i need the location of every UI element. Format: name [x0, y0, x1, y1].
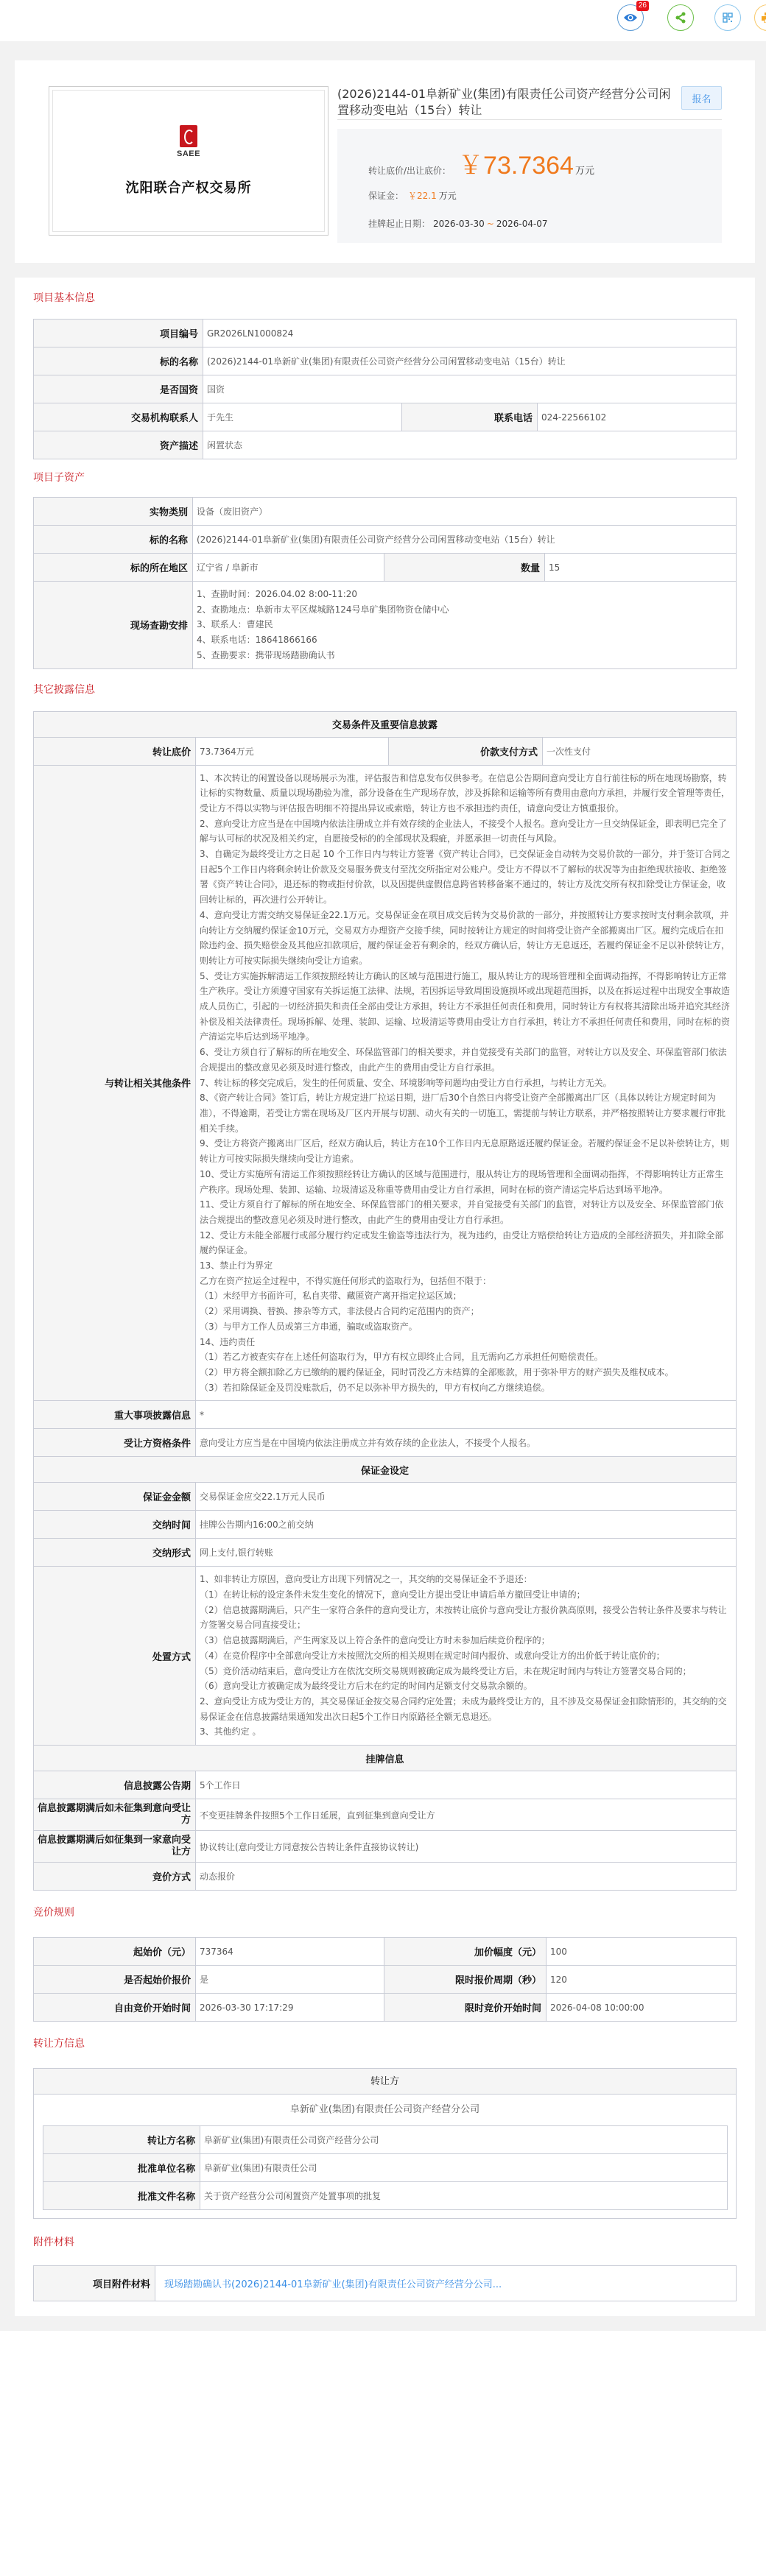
paragraph: （5）竞价活动结束后，意向受让方在依沈交所交易规则被确定成为最终受让方后，未在规定时间内与转让方签署交易合同的；: [200, 1665, 692, 1676]
label: 标的所在地区: [34, 554, 193, 582]
contact-phone: 024-22566102: [538, 403, 737, 431]
deposit-label: 保证金：: [368, 191, 404, 201]
one-buyer-rule: 协议转让(意向受让方同意按公告转让条件直接协议转让): [196, 1831, 737, 1863]
label: 项目编号: [34, 320, 203, 347]
project-detail-card: [15, 278, 755, 2316]
payment-time: 挂牌公告期内16:00之前交纳: [196, 1511, 737, 1539]
attachment-link[interactable]: 现场踏勘确认书(2026)2144-01阜新矿业(集团)有限责任公司资产经营分公司...: [164, 2279, 502, 2291]
approver-name: 阜新矿业(集团)有限责任公司: [200, 2154, 728, 2182]
table-heading: 保证金设定: [34, 1457, 737, 1483]
paragraph: （2）信息披露期满后，只产生一家符合条件的意向受让方，未按转让底价与意向受让方报价孰高原则，接受公告转让条件及要求与转让方签署交易合同直接受让；: [200, 1604, 727, 1631]
label: 转让方名称: [43, 2126, 200, 2154]
approval-document: 关于资产经营分公司闲置资产处置事项的批复: [200, 2182, 728, 2210]
asset-quantity: 15: [545, 554, 737, 582]
survey-arrangement: [193, 582, 737, 669]
label: 限时报价周期（秒）: [384, 1966, 547, 1994]
paragraph: （1）若乙方被查实存在上述任何盗取行为，甲方有权立即终止合同，且无需向乙方承担任何赔偿责任。: [200, 1352, 603, 1363]
paragraph: （6）意向受让方被确定成为最终受让方后未在约定的时间内足额支付交易款余额的。: [200, 1681, 533, 1692]
disclosure-period: 5个工作日: [196, 1771, 737, 1799]
section-title-sub-assets: 项目子资产: [33, 472, 85, 484]
paragraph: 14、违约责任: [200, 1336, 256, 1347]
transferor-name: 阜新矿业(集团)有限责任公司资产经营分公司: [200, 2126, 728, 2154]
basic-info-table: [33, 319, 737, 459]
listing-date-label: 挂牌起止日期：: [368, 219, 431, 229]
share-button[interactable]: [667, 4, 694, 31]
paragraph: 11、受让方须自行了解标的所在地安全、环保监管部门的相关要求，并自觉接受有关部门的监管，对转让方以及安全、环保监管部门依法合规提出的整改意见必须及时进行整改，由此产生的费用由受让方自行承担。: [200, 1199, 724, 1225]
start-price: 737364: [196, 1938, 384, 1966]
label: 信息披露期满后如未征集到意向受让方: [34, 1799, 196, 1831]
paragraph: 8、《资产转让合同》签订后，转让方规定进厂拉运日期，进厂后30个自然日内将受让资产全部搬离出厂区（具体以转让方规定时间为准），不得逾期，若受让方需在现场及厂区内开展与切割、动火有关的一切施工，需提前与转让方联系，并严格按照转让方要求履行审批相关手续。: [200, 1093, 726, 1134]
paragraph: 13、禁止行为界定: [200, 1260, 273, 1271]
paragraph: 10、受让方实施所有清运工作须按照经转让方确认的区域与范围进行，服从转让方的现场管理和全面调动指挥，不得影响转让方正常生产秩序。现场处理、装卸、运输、垃圾清运及称重等费用由受让方自行承担，同时在标的资产清运完毕后达到场平地净。: [200, 1168, 724, 1195]
table-heading: 转让方: [34, 2069, 736, 2095]
subject-name: (2026)2144-01阜新矿业(集团)有限责任公司资产经营分公司闲置移动变电站（15台）转让: [203, 347, 737, 375]
date-separator: ~: [486, 219, 494, 229]
project-summary-card: [15, 60, 755, 263]
label: 信息披露期满后如征集到一家意向受让方: [34, 1831, 196, 1863]
table-heading: 交易条件及重要信息披露: [34, 711, 737, 737]
label: 数量: [384, 554, 545, 582]
other-conditions: [196, 765, 737, 1401]
paragraph: （3）若扣除保证金及罚没账款后，仍不足以弥补甲方损失的，甲方有权向乙方继续追偿。: [200, 1382, 550, 1393]
deposit-amount: 交易保证金应交22.1万元人民币: [196, 1483, 737, 1511]
state-owned: 国资: [203, 375, 737, 403]
signup-button[interactable]: 报名: [681, 86, 722, 110]
paragraph: 9、受让方将资产搬离出厂区后，经双方确认后，转让方在10个工作日内无息原路返还履约保证金。若履约保证金不足以补偿转让方，则转让方可按实际损失继续向受让方追索。: [200, 1138, 729, 1165]
paragraph: 2、意向受让方应当是在中国境内依法注册成立并有效存续的企业法人，不接受个人报名。意向受让方一旦交纳保证金，即表明已完全了解与认可标的状况及相关约定，自愿接受标的的全部现状及瑕疵，并愿承担一切责任与风险。: [200, 818, 727, 844]
label: 批准单位名称: [43, 2154, 200, 2182]
paragraph: 12、受让方未能全部履行或部分履行约定或发生偷盗等违法行为，视为违约，由受让方赔偿给转让方造成的全部经济损失，并扣除全部履约保证金。: [200, 1229, 724, 1256]
label: 现场查勘安排: [34, 582, 193, 669]
label: 价款支付方式: [389, 737, 543, 765]
print-button[interactable]: [754, 4, 766, 31]
section-title-attachments: 附件材料: [33, 2237, 74, 2249]
saee-logo-icon: [180, 125, 197, 147]
logo-chinese: 沈阳联合产权交易所: [125, 180, 252, 196]
page-body: [0, 41, 766, 2331]
deposit-disposal: [196, 1567, 737, 1746]
survey-line: 4、联系电话：18641866166: [197, 635, 317, 646]
label: 保证金金额: [34, 1483, 196, 1511]
eye-icon: [623, 13, 638, 23]
view-count-badge: 26: [636, 1, 649, 11]
share-icon: [675, 12, 686, 24]
section-title-basic-info: 项目基本信息: [33, 292, 95, 304]
base-price: 73.7364万元: [196, 737, 389, 765]
survey-line: 1、查勘时间：2026.04.02 8:00-11:20: [197, 589, 358, 599]
attachments-table: [33, 2265, 737, 2301]
sub-assets-table: [33, 497, 737, 669]
paragraph: （3）与甲方工作人员或第三方串通，骗取或盗取资产。: [200, 1321, 418, 1332]
bidding-rules-table: [33, 1937, 737, 2022]
label: 重大事项披露信息: [34, 1401, 196, 1429]
paragraph: 4、意向受让方需交纳交易保证金22.1万元。交易保证金在项目成交后转为交易价款的一部分，并按照转让方要求按时支付剩余款项，并向转让方交纳履约保证金10万元，交易双方办理资产交接手续，同时按转让方规定的时间将受让资产全部搬离出厂区。履约完成后在扣除违约金、损失赔偿金及其他应扣款项后，履约保证金若有剩余的，经双方确认后，转让方无息返还，若履约保证金不足以补偿转让方，则转让方可按实际损失继续向受让方追索。: [200, 909, 731, 966]
deposit-amount: ￥22.1: [408, 191, 437, 201]
bid-increment: 100: [547, 1938, 737, 1966]
paragraph: 6、受让方须自行了解标的所在地安全、环保监管部门的相关要求，并自觉接受有关部门的监管，对转让方以及安全、环保监管部门依法合规提出的整改意见必须及时进行整改，由此产生的费用由受让方自行承担。: [200, 1047, 727, 1073]
label: 是否国资: [34, 375, 203, 403]
project-title: (2026)2144-01阜新矿业(集团)有限责任公司资产经营分公司闲置移动变电站（15台）转让: [337, 87, 671, 117]
timed-bid-start: 2026-04-08 10:00:00: [547, 1994, 737, 2022]
label: 标的名称: [34, 347, 203, 375]
paragraph: 2、意向受让方成为受让方的，其交易保证金按交易合同约定处置；未成为最终受让方的，且不涉及交易保证金扣除情形的，其交纳的交易保证金在信息披露结果通知发出次日起5个工作日内原路径全额无息退还。: [200, 1695, 727, 1722]
label: 竞价方式: [34, 1863, 196, 1891]
transferor-box: [33, 2068, 737, 2219]
price-unit: 万元: [574, 166, 594, 177]
section-title-transferor: 转让方信息: [33, 2038, 85, 2050]
logo-english: SAEE: [177, 149, 200, 158]
major-disclosure: *: [196, 1401, 737, 1429]
paragraph: 7、转让标的移交完成后，发生的任何质量、安全、环境影响等问题均由受让方自行承担，与转让方无关。: [200, 1077, 612, 1088]
label: 受让方资格条件: [34, 1429, 196, 1457]
label: 交纳时间: [34, 1511, 196, 1539]
label: 转让底价: [34, 737, 196, 765]
paragraph: （1）在转让标的设定条件未发生变化的情况下，意向受让方提出受让申请后单方撤回受让申请的；: [200, 1589, 586, 1601]
print-icon: [762, 13, 766, 23]
qrcode-button[interactable]: [714, 4, 741, 31]
label: 项目附件材料: [34, 2266, 155, 2301]
asset-region: 辽宁省 / 阜新市: [193, 554, 384, 582]
paragraph: 乙方在资产拉运全过程中，不得实施任何形式的盗取行为，包括但不限于：: [200, 1275, 492, 1286]
top-toolbar: [0, 0, 766, 41]
label: 资产描述: [34, 431, 203, 459]
survey-line: 2、查勘地点：阜新市太平区煤城路124号阜矿集团物资仓储中心: [197, 604, 449, 615]
price-amount: ￥73.7364: [458, 152, 574, 180]
contact-person: 于先生: [203, 403, 402, 431]
view-count-button[interactable]: [617, 1, 647, 31]
listing-date-end: 2026-04-07: [496, 219, 548, 229]
label: 标的名称: [34, 526, 193, 554]
project-number: GR2026LN1000824: [203, 320, 737, 347]
transferor-table: [43, 2125, 728, 2210]
free-bid-start: 2026-03-30 17:17:29: [196, 1994, 384, 2022]
label: 限时竞价开始时间: [384, 1994, 547, 2022]
label: 联系电话: [402, 403, 538, 431]
label: 起始价（元）: [34, 1938, 196, 1966]
table-heading: 挂牌信息: [34, 1746, 737, 1771]
survey-line: 3、联系人：曹建民: [197, 619, 273, 630]
buyer-qualification: 意向受让方应当是在中国境内依法注册成立并有效存续的企业法人，不接受个人报名。: [196, 1429, 737, 1457]
label: 交易机构联系人: [34, 403, 203, 431]
label: 自由竞价开始时间: [34, 1994, 196, 2022]
transferor-company: 阜新矿业(集团)有限责任公司资产经营分公司: [289, 2104, 480, 2116]
deposit-unit: 万元: [438, 191, 457, 201]
listing-date-start: 2026-03-30: [433, 219, 485, 229]
asset-description: 闲置状态: [203, 431, 737, 459]
label: 批准文件名称: [43, 2182, 200, 2210]
label: 实物类别: [34, 498, 193, 526]
label: 加价幅度（元）: [384, 1938, 547, 1966]
divider: [337, 119, 722, 120]
payment-form: 网上支付,银行转账: [196, 1539, 737, 1567]
price-label: 转让底价/出让底价：: [368, 166, 451, 176]
label: 信息披露公告期: [34, 1771, 196, 1799]
paragraph: （3）信息披露期满后，产生两家及以上符合条件的意向受让方时未参加后续竞价程序的；: [200, 1635, 550, 1646]
paragraph: （2）甲方将全额扣除乙方已缴纳的履约保证金，同时罚没乙方未结算的全部账款，用于弥补甲方的财产损失及维权成本。: [200, 1366, 674, 1377]
no-buyer-rule: 不变更挂牌条件按照5个工作日延展，直到征集到意向受让方: [196, 1799, 737, 1831]
subject-name: (2026)2144-01阜新矿业(集团)有限责任公司资产经营分公司闲置移动变电站（15台）转让: [193, 526, 737, 554]
paragraph: 1、本次转让的闲置设备以现场展示为准，评估报告和信息发布仅供参考。在信息公告期间意向受让方自行前往标的所在地现场勘察，转让标的实物数量、质量以现场勘验为准，部分设备在生产现场存放，涉及拆除和运输等所有费用由意向方承担，并履行安全管理等责任，受让方不得以实物与评估报告明细不符提出异议或索赔，转让方也不承担违约责任，请意向受让方慎重报价。: [200, 772, 731, 814]
payment-method: 一次性支付: [543, 737, 737, 765]
label: 是否起始价报价: [34, 1966, 196, 1994]
paragraph: （4）在竞价程序中全部意向受让方未按照沈交所的相关规则在规定时间内报价、或意向受让方的出价低于转让底价的；: [200, 1650, 665, 1661]
qrcode-icon: [723, 13, 733, 23]
survey-line: 5、查勘要求：携带现场踏勘确认书: [197, 649, 335, 660]
label: 交纳形式: [34, 1539, 196, 1567]
paragraph: 1、如非转让方原因，意向受让方出现下列情况之一，其交纳的交易保证金不予退还：: [200, 1574, 533, 1585]
timed-bid-period: 120: [547, 1966, 737, 1994]
other-disclosure-table: [33, 711, 737, 1891]
bid-method: 动态报价: [196, 1863, 737, 1891]
section-title-bidding: 竞价规则: [33, 1907, 74, 1919]
price-panel: [337, 129, 722, 243]
paragraph: （2）采用调换、替换、掺杂等方式，非法侵占合同约定范围内的资产；: [200, 1306, 479, 1317]
asset-category: 设备（废旧资产）: [193, 498, 737, 526]
paragraph: 3、其他约定 。: [200, 1726, 261, 1737]
label: 与转让相关其他条件: [34, 765, 196, 1401]
paragraph: （1）未经甲方书面许可，私自夹带、藏匿资产离开指定拉运区域；: [200, 1291, 462, 1302]
exchange-logo: [49, 86, 328, 236]
paragraph: 5、受让方实施拆解清运工作须按照经转让方确认的区域与范围进行施工，服从转让方的现场管理和全面调动指挥，不得影响转让方正常生产秩序。受让方须遵守国家有关拆运施工法律、法规，若因拆运导致周围设施损坏或出现超范围拆，以及在拆运过程中出现安全事故造成人员伤亡，引起的一切经济损失和责任全部由受让方承担，转让方不承担任何责任和费用，同时转让方有权将其清除出场并追究其经济补偿及相关法律责任。现场拆解、处理、装卸、运输、垃圾清运等费用由受让方自行承担，转让方不承担任何责任和费用，同时在标的资产清运完毕后达到场平地净。: [200, 970, 731, 1042]
start-price-bid: 是: [196, 1966, 384, 1994]
section-title-other: 其它披露信息: [33, 683, 95, 696]
label: 处置方式: [34, 1567, 196, 1746]
paragraph: 3、自确定为最终受让方之日起 10 个工作日内与转让方签署《资产转让合同》，已交保证金自动转为交易价款的一部分，并于签订合同之日起5个工作日内将剩余转让价款及交易服务费支付至沈交所指定对公账户。受让方不得以不了解标的状况等为由拒绝现状接收、拒绝签署《资产转让合同》，退还标的物或拒付价款，以及因提供虚假信息跨省转移备案不通过的，转让方及沈交所有权扣除受让方保证金，收回转让标的，再次进行公开转让。: [200, 849, 731, 906]
